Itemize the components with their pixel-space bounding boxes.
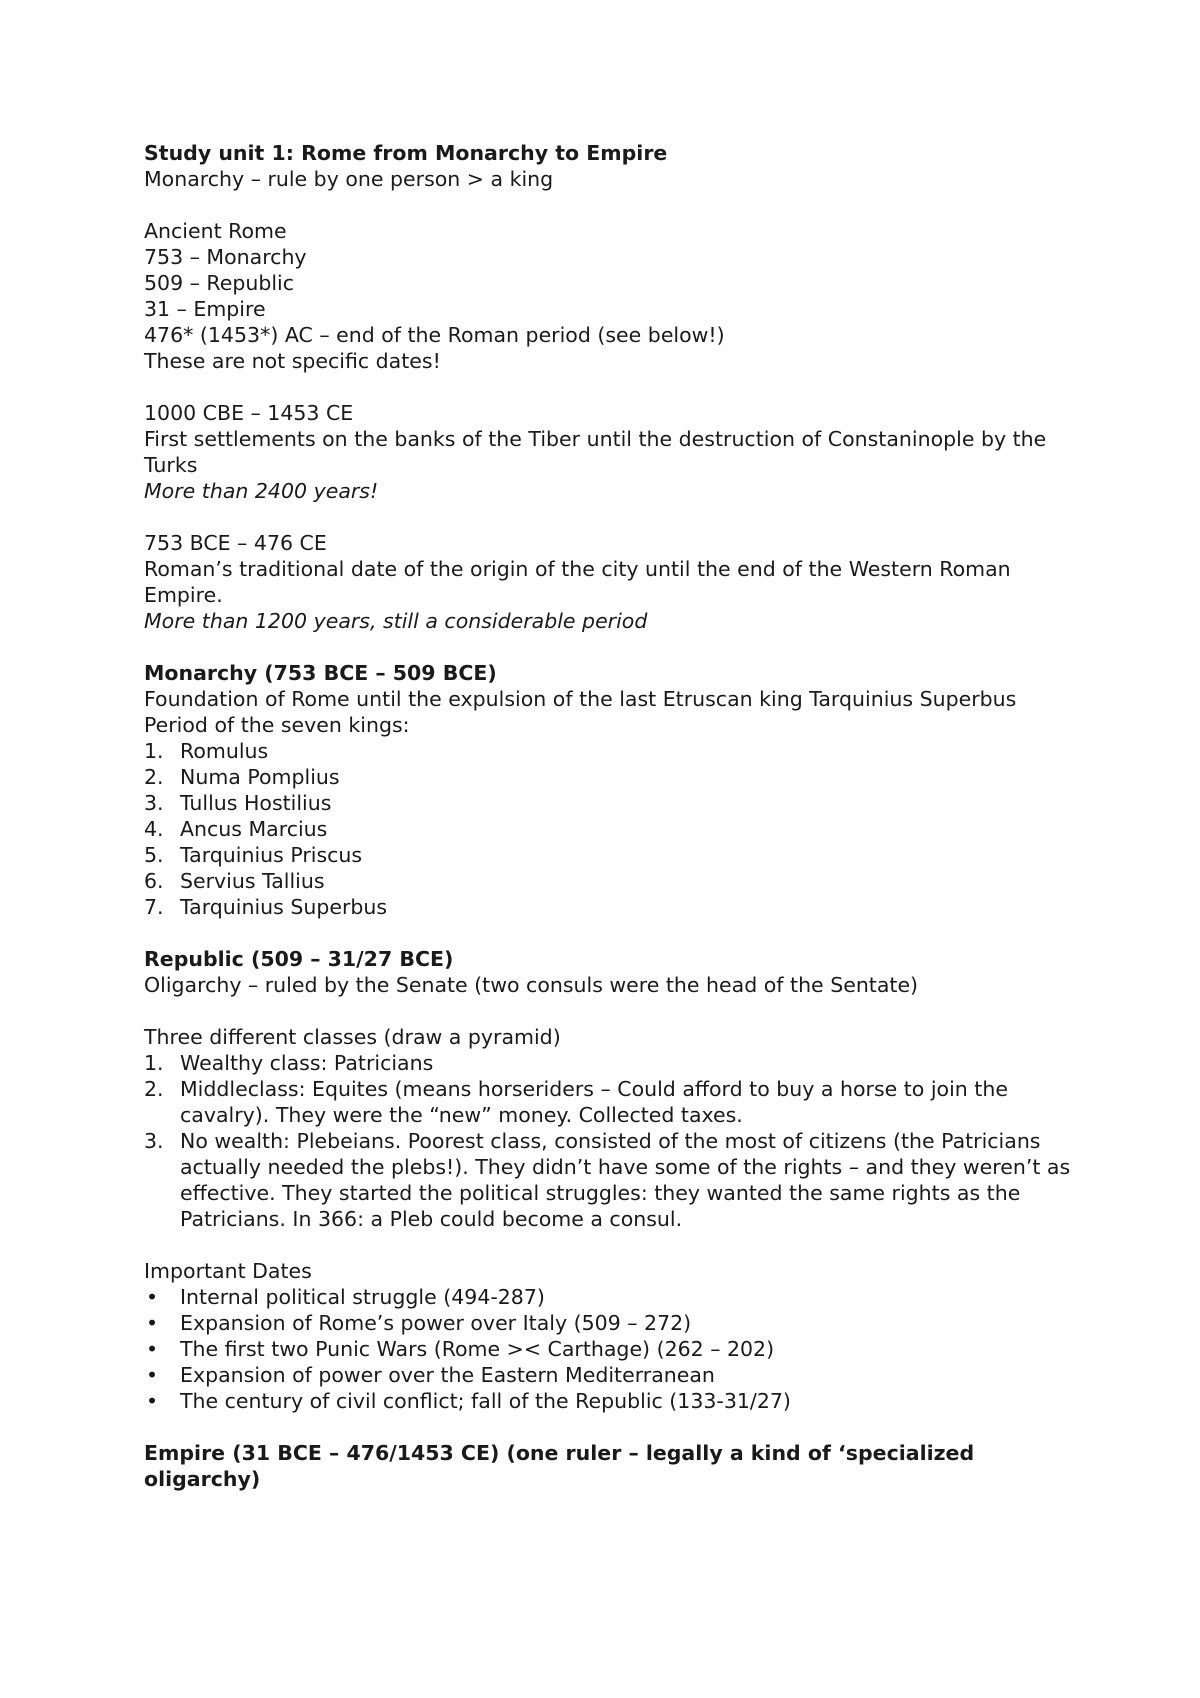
dates-list bbox=[144, 1284, 1074, 1414]
period-range: 1000 CBE – 1453 CE bbox=[144, 401, 354, 425]
bullet-icon: • bbox=[146, 1337, 159, 1361]
list-item-text: Expansion of power over the Eastern Mediterranean bbox=[180, 1363, 715, 1387]
list-number: 2. bbox=[144, 765, 164, 789]
list-item-text: The first two Punic Wars (Rome >< Carthage) (262 – 202) bbox=[180, 1337, 775, 1361]
classes-intro: Three different classes (draw a pyramid) bbox=[144, 1025, 561, 1049]
subtitle: Monarchy – rule by one person > a king bbox=[144, 167, 554, 191]
list-item bbox=[144, 1388, 1074, 1414]
timeline-line: 476* (1453*) AC – end of the Roman period (see below!) bbox=[144, 323, 725, 347]
list-number: 4. bbox=[144, 817, 164, 841]
spacer bbox=[144, 374, 1074, 400]
list-item-text: Servius Tallius bbox=[180, 869, 325, 893]
period-description: First settlements on the banks of the Tiber until the destruction of Constaninople by the Turks bbox=[144, 427, 1047, 477]
period-note: More than 1200 years, still a considerable period bbox=[144, 609, 648, 633]
spacer bbox=[144, 1232, 1074, 1258]
list-item bbox=[144, 1128, 1074, 1232]
timeline-note: These are not specific dates! bbox=[144, 349, 441, 373]
spacer bbox=[144, 920, 1074, 946]
page-title: Study unit 1: Rome from Monarchy to Empire bbox=[144, 141, 668, 165]
republic-heading: Republic (509 – 31/27 BCE) bbox=[144, 947, 454, 971]
monarchy-heading: Monarchy (753 BCE – 509 BCE) bbox=[144, 661, 497, 685]
empire-heading: Empire (31 BCE – 476/1453 CE) (one ruler – legally a kind of ‘specialized oligarchy) bbox=[144, 1441, 975, 1491]
list-item bbox=[144, 1336, 1074, 1362]
list-item-text: Tullus Hostilius bbox=[180, 791, 332, 815]
republic-description: Oligarchy – ruled by the Senate (two consuls were the head of the Sentate) bbox=[144, 973, 919, 997]
list-item bbox=[144, 738, 1074, 764]
list-item bbox=[144, 842, 1074, 868]
spacer bbox=[144, 634, 1074, 660]
bullet-icon: • bbox=[146, 1389, 159, 1413]
list-item-text: No wealth: Plebeians. Poorest class, consisted of the most of citizens (the Patricians actually needed the plebs!). They didn’t have some of the rights – and they weren’t as effective. They started the political struggles: they wanted the same rights as the Patricians. In 366: a Pleb could become a consul. bbox=[180, 1129, 1071, 1231]
list-number: 6. bbox=[144, 869, 164, 893]
spacer bbox=[144, 192, 1074, 218]
classes-list bbox=[144, 1050, 1074, 1232]
list-item-text: Expansion of Rome’s power over Italy (509 – 272) bbox=[180, 1311, 692, 1335]
spacer bbox=[144, 1414, 1074, 1440]
list-item-text: Wealthy class: Patricians bbox=[180, 1051, 434, 1075]
list-number: 1. bbox=[144, 739, 164, 763]
list-number: 7. bbox=[144, 895, 164, 919]
list-number: 2. bbox=[144, 1077, 164, 1101]
period-note: More than 2400 years! bbox=[144, 479, 379, 503]
spacer bbox=[144, 504, 1074, 530]
list-item bbox=[144, 816, 1074, 842]
period-description: Roman’s traditional date of the origin of the city until the end of the Western Roman Empire. bbox=[144, 557, 1011, 607]
list-item bbox=[144, 764, 1074, 790]
list-item-text: Tarquinius Priscus bbox=[180, 843, 363, 867]
list-item-text: Tarquinius Superbus bbox=[180, 895, 388, 919]
list-item bbox=[144, 894, 1074, 920]
list-item-text: Ancus Marcius bbox=[180, 817, 328, 841]
dates-intro: Important Dates bbox=[144, 1259, 312, 1283]
list-item-text: Numa Pomplius bbox=[180, 765, 340, 789]
list-item bbox=[144, 1284, 1074, 1310]
timeline-line: 509 – Republic bbox=[144, 271, 295, 295]
list-item-text: Romulus bbox=[180, 739, 269, 763]
list-item-text: The century of civil conflict; fall of the Republic (133-31/27) bbox=[180, 1389, 791, 1413]
list-number: 3. bbox=[144, 791, 164, 815]
list-item bbox=[144, 790, 1074, 816]
monarchy-description: Foundation of Rome until the expulsion of the last Etruscan king Tarquinius Superbus bbox=[144, 687, 1017, 711]
list-item-text: Internal political struggle (494-287) bbox=[180, 1285, 545, 1309]
document-page bbox=[144, 140, 1074, 1492]
kings-list bbox=[144, 738, 1074, 920]
timeline-line: 31 – Empire bbox=[144, 297, 266, 321]
list-number: 3. bbox=[144, 1129, 164, 1153]
list-item bbox=[144, 1310, 1074, 1336]
list-number: 5. bbox=[144, 843, 164, 867]
timeline-line: 753 – Monarchy bbox=[144, 245, 307, 269]
bullet-icon: • bbox=[146, 1285, 159, 1309]
list-item bbox=[144, 1050, 1074, 1076]
kings-list-intro: Period of the seven kings: bbox=[144, 713, 410, 737]
list-item bbox=[144, 1076, 1074, 1128]
list-item-text: Middleclass: Equites (means horseriders – Could afford to buy a horse to join the cavalry). They were the “new” money. Collected taxes. bbox=[180, 1077, 1008, 1127]
bullet-icon: • bbox=[146, 1363, 159, 1387]
period-range: 753 BCE – 476 CE bbox=[144, 531, 327, 555]
spacer bbox=[144, 998, 1074, 1024]
list-item bbox=[144, 868, 1074, 894]
ancient-rome-heading: Ancient Rome bbox=[144, 219, 287, 243]
list-number: 1. bbox=[144, 1051, 164, 1075]
bullet-icon: • bbox=[146, 1311, 159, 1335]
list-item bbox=[144, 1362, 1074, 1388]
